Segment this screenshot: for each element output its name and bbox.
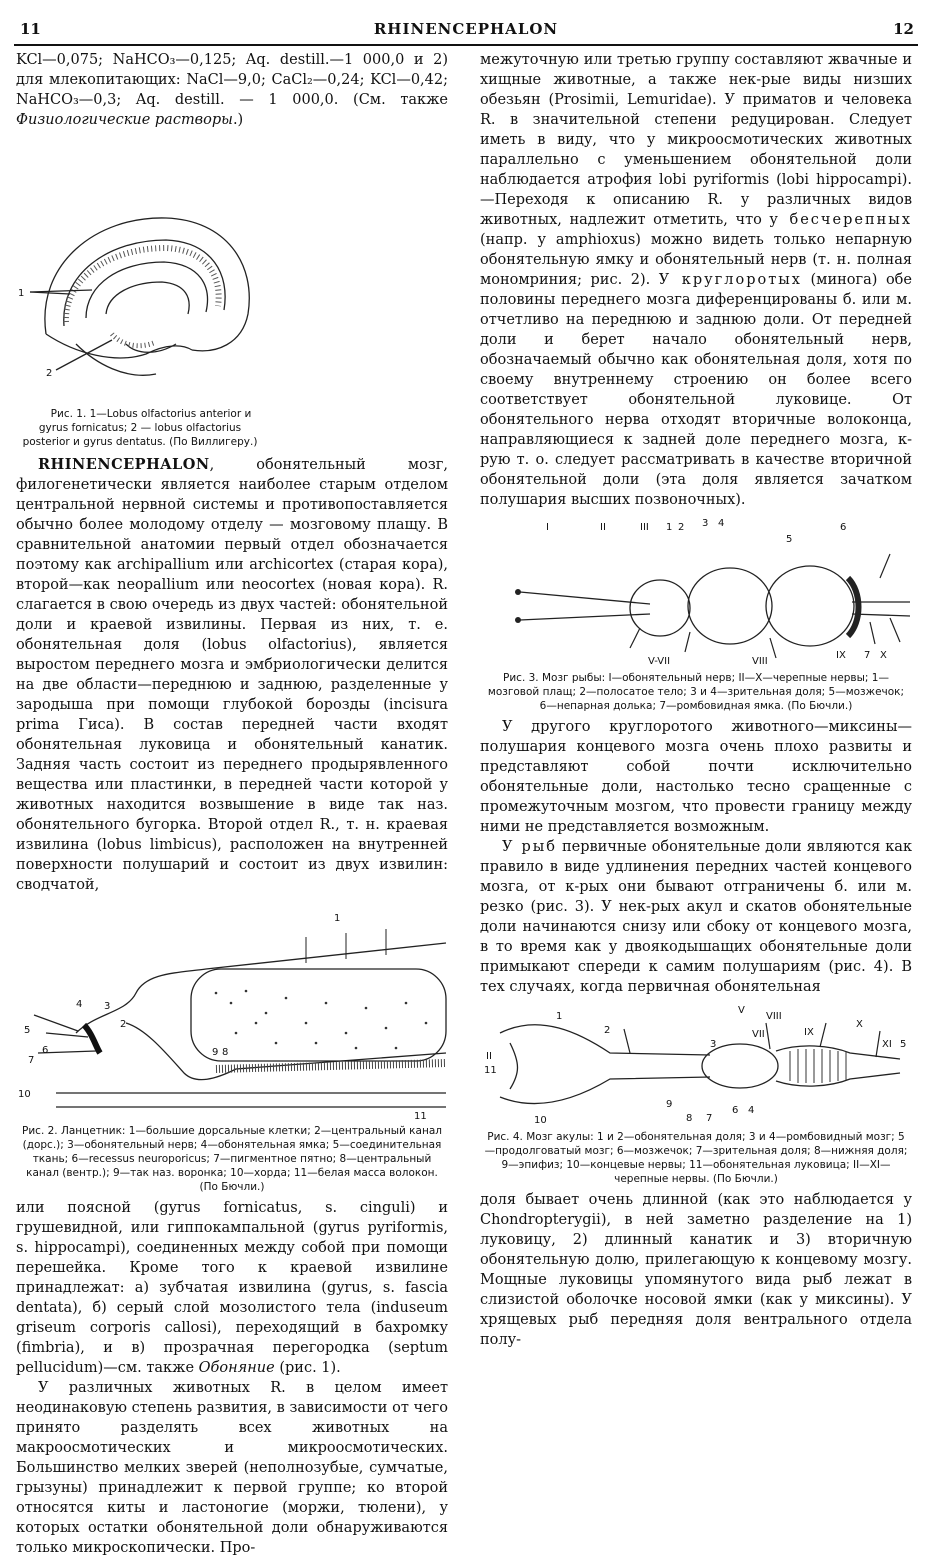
fig3-label: V-VII xyxy=(648,656,671,667)
fish-brain-figure xyxy=(480,518,912,668)
fig3-label: 2 xyxy=(678,522,685,533)
figure-3 xyxy=(480,518,912,713)
fig4-label: 8 xyxy=(686,1113,693,1124)
fig2-label: 5 xyxy=(24,1025,31,1036)
fig4-label: II xyxy=(486,1051,492,1062)
shark-brain-figure xyxy=(480,1003,912,1127)
paragraph: У рыб первичные обонятельные доли являются как правило в виде удлинения передних частей концевого мозга, от к-рых они бывают отграничены б. или м. резко (рис. 3). У нек-рых акул и скатов обонятельные доли начинаются снизу или сбоку от концевого мозга, в то время как у двоякодышащих обонятельные доли примыкают спереди к самим полушариям (рис. 4). В тех случаях, когда первичная обонятельная xyxy=(480,839,913,995)
figure-1 xyxy=(16,194,264,453)
paragraph: или поясной (gyrus fornicatus, s. cinguli) и грушевидной, или гиппокампальной (gyrus pyriformis, s. hippocampi), соединенных между собой при помощи перешейка. Кроме того к краевой извилине принадлежат: а) зубчатая извилина (gyrus, s. fascia dentata), б) серый слой мозолистого тела (induseum griseum corporis callosi), переходящий в бахромку (fimbria), и в) прозрачная перегородка (septum pellucidum)—см. также Обоняние (рис. 1). xyxy=(16,1200,448,1376)
fig4-label: VII xyxy=(752,1029,765,1040)
page-header xyxy=(14,14,918,40)
paragraph: У другого круглоротого животного—миксины—полушария концевого мозга очень плохо развиты и представляют собой почти исключительно обонятельные доли, настолько тесно сращенные с промежуточным мозгом, что провести границу между ними не представляется возможным. xyxy=(480,719,912,835)
fig4-label: 1 xyxy=(556,1011,563,1022)
figure-4 xyxy=(480,1003,912,1186)
fig3-label: II xyxy=(600,522,606,533)
fig3-label: III xyxy=(640,522,649,533)
fig4-label: XI xyxy=(882,1039,892,1050)
right-column xyxy=(480,50,912,1350)
fig4-label: X xyxy=(856,1019,863,1030)
fig4-label: 9 xyxy=(666,1099,673,1110)
figure-1-caption: Рис. 1. 1—Lobus olfactorius anterior и gyrus fornicatus; 2 — lobus olfactorius posterior и gyrus dentatus. (По Виллигеру.) xyxy=(22,408,258,448)
fig4-label: 3 xyxy=(710,1039,717,1050)
fig3-label: 5 xyxy=(786,534,793,545)
fig3-label: 4 xyxy=(718,518,725,529)
fig2-label: 11 xyxy=(414,1111,427,1121)
fig4-label: VIII xyxy=(766,1011,782,1022)
paragraph: доля бывает очень длинной (как это наблюдается у Chondropterygii), в ней заметно разделение на 1) луковицу, 2) длинный канатик и 3) вторичную обонятельную долю, прилегающую к концевому мозгу. Мощные луковицы упомянутого вида рыб лежат в слизистой оболочке носовой ямки (как у миксины). У хрящевых рыб передняя доля вентрального отдела полу- xyxy=(480,1192,912,1348)
fig4-label: 10 xyxy=(534,1115,547,1126)
fig3-label: VIII xyxy=(752,656,768,667)
fig4-label: 5 xyxy=(900,1039,907,1050)
page-number-right: 12 xyxy=(893,20,914,38)
figure-4-caption: Рис. 4. Мозг акулы: 1 и 2—обонятельная доля; 3 и 4—ромбовидный мозг; 5—продолговатый мозг; 6—мозжечок; 7—зрительная доля; 8—нижняя доля; 9—эпифиз; 10—концевые нервы; 11—обонятельная луковица; II—XI—черепные нервы. (По Бючли.) xyxy=(484,1131,908,1185)
page-number-left: 11 xyxy=(20,20,41,38)
fig4-label: 2 xyxy=(604,1025,611,1036)
fig2-label: 4 xyxy=(76,999,83,1010)
fig2-label: 7 xyxy=(28,1055,35,1066)
brain-medial-figure xyxy=(16,194,264,404)
fig4-label: IX xyxy=(804,1027,814,1038)
figure-2 xyxy=(16,903,448,1194)
running-title: RHINENCEPHALON xyxy=(373,20,559,38)
fig3-label: 6 xyxy=(840,522,847,533)
fig4-label: 11 xyxy=(484,1065,497,1076)
fig3-label: 7 xyxy=(864,650,871,661)
fig3-label: I xyxy=(546,522,549,533)
paragraph: У различных животных R. в целом имеет неодинаковую степень развития, в зависимости от чего принято разделять всех животных на макроосмотических и микроосмотических. Большинство мелких зверей (неполнозубые, сумчатые, грызуны) принадлежит к первой группе; ко второй относятся киты и ластоногие (моржи, тюлени), у которых остатки обонятельной доли обнаруживаются только микроскопически. Про- xyxy=(16,1380,448,1556)
fig2-label: 10 xyxy=(18,1089,31,1100)
fig2-label: 6 xyxy=(42,1045,49,1056)
article-intro: 1 2 Рис. 1. 1—Lobus olfactorius anterior и gyrus fornicatus; 2 — lobus olfactorius posterior и gyrus dentatus. (По Виллигеру.) RHINENCEPHALON, обонятельный мозг, филогенетически является наиболее старым отделом центральной нервной системы и противопоставляется обычно более молодому отделу — мозговому плащу. В сравнительной анатомии первый отдел обозначается поэтому как archipallium или archicortex (старая кора), второй—как neopallium или neocortex (новая кора). R. слагается в свою очередь из двух частей: обонятельной доли и краевой извилины. Первая из них, т. е. обонятельная доля (lobus olfactorius), является выростом переднего мозга и эмбриологически делится на две области—переднюю и заднюю, разделенные у зародыша при помощи глубокой борозды (incisura prima Гиса). В состав передней части входят обонятельная луковица и обонятельный канатик. Задняя часть состоит из переднего продырявленного вещества или пластинки, в передней части которой у животных находится возвышение в виде так наз. обонятельного бугорка. Второй отдел R., т. н. краевая извилина (lobus limbicus), расположен на внутренней поверхности полушарий и состоит из двух извилин: сводчатой, xyxy=(16,130,448,895)
figure-3-caption: Рис. 3. Мозг рыбы: I—обонятельный нерв; II—X—черепные нервы; 1—мозговой плащ; 2—полосатое тело; 3 и 4—зрительная доля; 5—мозжечок; 6—непарная долька; 7—ромбовидная ямка. (По Бючли.) xyxy=(487,672,905,712)
figure-2-caption: Рис. 2. Ланцетник: 1—большие дорсальные клетки; 2—центральный канал (дорс.); 3—обонятельный нерв; 4—обонятельная ямка; 5—соединительная ткань; 6—recessus neuroporicus; 7—пигментное пятно; 8—центральный канал (вентр.); 9—так наз. воронка; 10—хорда; 11—белая масса волокон. (По Бючли.) xyxy=(22,1125,442,1193)
fig4-label: V xyxy=(738,1005,745,1016)
fig3-label: IX xyxy=(836,650,846,661)
fig1-label: 2 xyxy=(46,368,53,379)
fig2-label: 9 xyxy=(212,1047,219,1058)
fig2-label: 8 xyxy=(222,1047,229,1058)
fig2-label: 1 xyxy=(334,913,341,924)
fig1-label: 1 xyxy=(18,288,25,299)
fig3-label: X xyxy=(880,650,887,661)
headword: RHINENCEPHALON xyxy=(38,456,210,473)
left-column xyxy=(16,50,448,1558)
fig3-label: 1 xyxy=(666,522,673,533)
fig4-label: 4 xyxy=(748,1105,755,1116)
fig4-label: 6 xyxy=(732,1105,739,1116)
paragraph: межуточную или третью группу составляют жвачные и хищные животные, а также нек-рые виды низших обезьян (Prosimii, Lemuridae). У приматов и человека R. в значительной степени редуцирован. Следует иметь в виду, что у микроосмотических животных параллельно с уменьшением обонятельной доли наблюдается атрофия lobi pyriformis (lobi hippocampi).—Переходя к описанию R. у различных видов животных, надлежит отметить, что у бесчерепных (напр. у amphioxus) можно видеть только непарную обонятельную ямку и обонятельный нерв (т. н. полная мономриния; рис. 2). У круглоротых (минога) обе половины переднего мозга диференцированы б. или м. отчетливо на переднюю и заднюю доли. От передней доли и берет начало обонятельный нерв, обозначаемый обычно как обонятельная доля, хотя по своему внутреннему строению он более всего соответствует обонятельной луковице. От обонятельного нерва отходят вторичные волоконца, направляющиеся к задней доле переднего мозга, к-рую т. о. следует рассматривать в качестве вторичной обонятельной доли (эта доля является зачатком полушария высших позвоночных). xyxy=(480,52,912,508)
lancelet-figure xyxy=(16,903,448,1121)
fig4-label: 7 xyxy=(706,1113,713,1124)
fig3-label: 3 xyxy=(702,518,709,529)
fig2-label: 3 xyxy=(104,1001,111,1012)
fig2-label: 2 xyxy=(120,1019,127,1030)
header-rule xyxy=(14,44,918,46)
paragraph-continuation: KCl—0,075; NaHCO₃—0,125; Aq. destill.—1 000,0 и 2) для млекопитающих: NaCl—9,0; CaCl₂—0,24; KCl—0,42; NaHCO₃—0,3; Aq. destill. — 1 000,0. (См. также Физиологические растворы.) xyxy=(16,52,448,128)
